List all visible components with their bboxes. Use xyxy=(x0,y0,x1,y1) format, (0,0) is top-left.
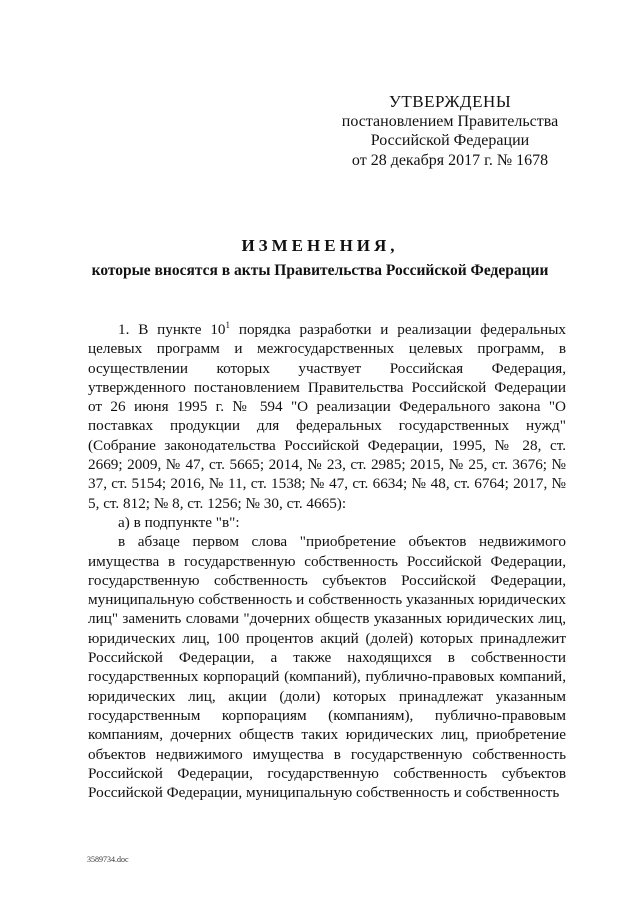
approval-line-resolution: постановлением Правительства xyxy=(341,112,559,130)
footer-doc-id: 3589734.doc xyxy=(87,855,129,864)
approval-block xyxy=(340,92,560,170)
approval-title: УТВЕРЖДЕНЫ xyxy=(388,92,512,111)
document-subtitle: которые вносятся в акты Правительства Российской Федерации xyxy=(91,262,549,279)
paragraph-1 xyxy=(88,320,566,513)
paragraph-1-start: 1. В пункте 10 xyxy=(118,321,226,338)
approval-line-government: Российской Федерации xyxy=(370,132,530,149)
paragraph-3: в абзаце первом слова "приобретение объектов недвижимого имущества в государственную собственность Российской Федерации, государственную собственность субъектов Российской Федерации, муниципальную собственность и собственность указанных юридических лиц" заменить словами "дочерних обществ указанных юридических лиц, юридических лиц, 100 процентов акций (долей) которых принадлежит Российской Федерации, а также находящихся в собственности государственных корпораций (компаний), публично-правовых компаний, юридических лиц, акции (доли) которых принадлежат указанным государственным корпорациям (компаниям), публично-правовым компаниям, дочерних обществ таких юридических лиц, приобретение объектов недвижимого имущества в государственную собственность Российской Федерации, государственную собственность субъектов Российской Федерации, муниципальную собственность и собственность xyxy=(88,533,566,802)
document-title: ИЗМЕНЕНИЯ, xyxy=(241,236,399,255)
approval-line-date-number: от 28 декабря 2017 г. № 1678 xyxy=(351,151,549,169)
document-body xyxy=(88,320,566,802)
paragraph-1-superscript: 1 xyxy=(225,320,231,330)
paragraph-1-rest: порядка разработки и реализации федеральных целевых программ и межгосударственных целевых программ, в осуществлении которых участвует Российская Федерация, утвержденного постановлением Правительства Российской Федерации от 26 июня 1995 г. № 594 "О реализации Федерального закона "О поставках продукции для федеральных государственных нужд" (Собрание законодательства Российской Федерации, 1995, № 28, ст. 2669; 2009, № 47, ст. 5665; 2014, № 23, ст. 2985; 2015, № 25, ст. 3676; № 37, ст. 5154; 2016, № 11, ст. 1538; № 47, ст. 6634; № 48, ст. 6764; 2017, № 5, ст. 812; № 8, ст. 1256; № 30, ст. 4665): xyxy=(88,321,566,512)
paragraph-2: а) в подпункте "в": xyxy=(118,513,240,531)
